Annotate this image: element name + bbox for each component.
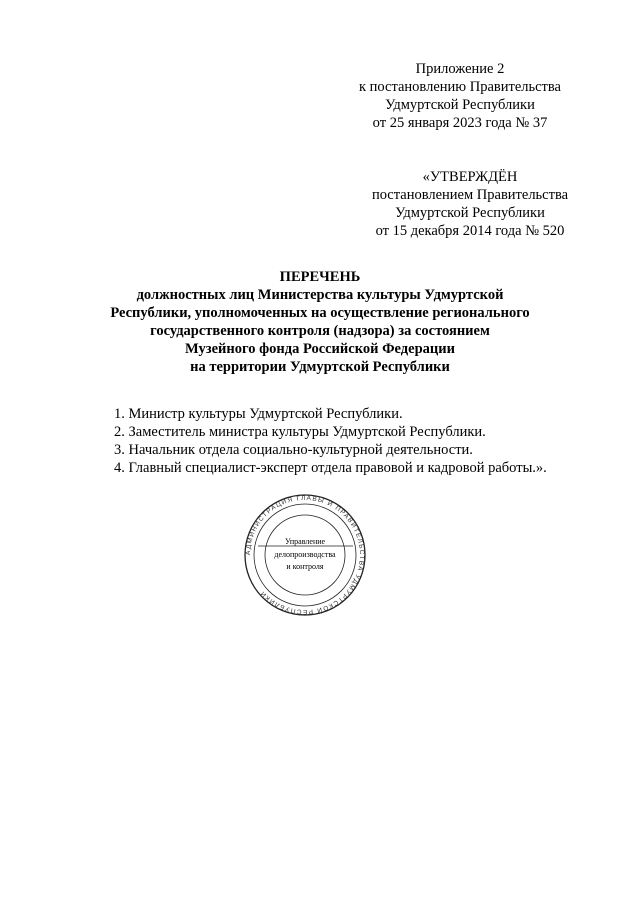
approval-header [355, 168, 585, 240]
title-line: должностных лиц Министерства культуры Удмуртской [136, 287, 504, 303]
title-line: Музейного фонда Российской Федерации [185, 341, 455, 357]
approval-line: от 15 декабря 2014 года № 520 [375, 223, 565, 239]
list-item: 2. Заместитель министра культуры Удмуртской Республики. [114, 424, 486, 440]
appendix-line: от 25 января 2023 года № 37 [372, 115, 548, 131]
stamp-line: делопроизводства [274, 550, 336, 559]
svg-text:АДМИНИСТРАЦИЯ ГЛАВЫ И ПРАВИТЕЛ: АДМИНИСТРАЦИЯ ГЛАВЫ И ПРАВИТЕЛЬСТВА УДМУРТСКОЙ РЕСПУБЛИКИ [244, 494, 366, 616]
stamp-line: и контроля [286, 562, 324, 571]
appendix-line: к постановлению Правительства [359, 79, 561, 95]
list-item: 3. Начальник отдела социально-культурной деятельности. [114, 442, 473, 458]
appendix-header [355, 60, 565, 132]
document-title [100, 268, 540, 376]
positions-list [114, 405, 547, 477]
title-line: Республики, уполномоченных на осуществление регионального [110, 305, 530, 321]
title-line: государственного контроля (надзора) за состоянием [150, 323, 490, 339]
list-item: 4. Главный специалист-эксперт отдела правовой и кадровой работы.». [114, 460, 547, 476]
approval-line: Удмуртской Республики [395, 205, 545, 221]
stamp-line: Управление [284, 537, 326, 546]
list-item: 1. Министр культуры Удмуртской Республики. [114, 406, 403, 422]
appendix-line: Удмуртской Республики [385, 97, 535, 113]
appendix-line: Приложение 2 [415, 61, 505, 77]
approval-line: постановлением Правительства [371, 187, 569, 203]
approval-line: «УТВЕРЖДЁН [422, 169, 518, 185]
title-line: на территории Удмуртской Республики [190, 359, 450, 375]
title-heading: ПЕРЕЧЕНЬ [279, 269, 361, 285]
official-stamp [243, 493, 367, 617]
